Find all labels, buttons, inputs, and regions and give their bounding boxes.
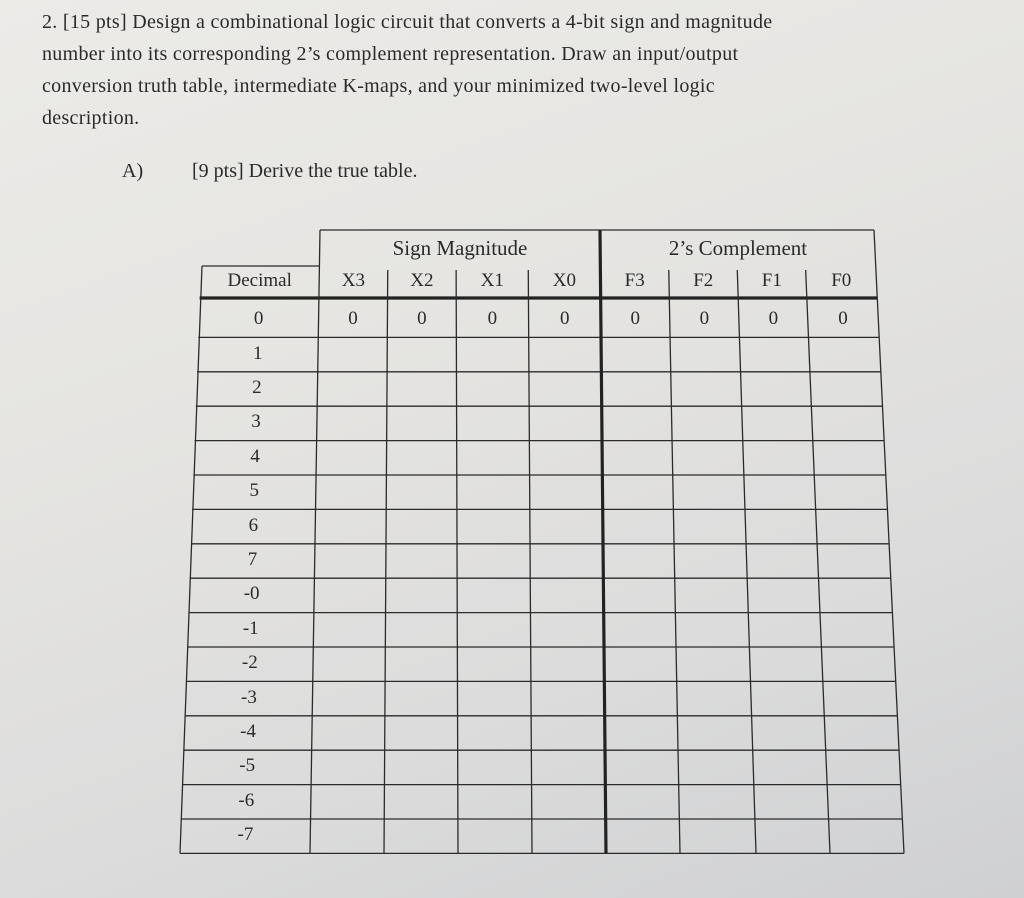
column-header-decimal: Decimal (227, 270, 292, 291)
column-line (528, 270, 532, 853)
row-0-f2-cell: 0 (699, 308, 710, 330)
column-header-f3: F3 (624, 270, 645, 291)
decimal-cell: 2 (252, 377, 262, 398)
decimal-cell: -7 (237, 824, 254, 846)
decimal-cell: -1 (242, 617, 259, 639)
column-line (806, 270, 830, 853)
column-line (456, 270, 458, 853)
decimal-cell: -6 (238, 789, 255, 811)
column-header-f1: F1 (761, 270, 782, 291)
decimal-cell: 4 (250, 445, 260, 467)
row-0-x3-cell: 0 (348, 308, 358, 330)
decimal-cell: -3 (241, 686, 257, 708)
column-line (669, 270, 680, 853)
question-line-1: 2. [15 pts] Design a combinational logic circuit that converts a 4-bit sign and magnitude (42, 11, 773, 33)
part-a-label: A) (122, 160, 144, 182)
row-0-f1-cell: 0 (768, 308, 779, 330)
decimal-cell: 0 (253, 308, 264, 330)
decimal-cell: 1 (253, 342, 263, 364)
column-header-x1: X1 (480, 270, 504, 291)
twos-complement-header: 2’s Complement (668, 236, 808, 260)
row-0-x1-cell: 0 (487, 308, 498, 330)
decimal-cell: -4 (240, 721, 256, 742)
column-header-x2: X2 (410, 270, 434, 291)
decimal-cell: 7 (247, 549, 258, 570)
row-0-x0-cell: 0 (559, 308, 570, 330)
column-line (874, 230, 904, 853)
question-line-2: number into its corresponding 2’s complement representation. Draw an input/output (42, 43, 739, 65)
decimal-cell: -2 (241, 652, 258, 674)
column-header-f0: F0 (831, 270, 852, 291)
question-line-4: description. (42, 107, 140, 129)
row-0-f0-cell: 0 (838, 308, 848, 330)
column-line (737, 270, 756, 853)
sign-magnitude-header: Sign Magnitude (392, 236, 528, 260)
question-line-3: conversion truth table, intermediate K-maps, and your minimized two-level logic (42, 75, 715, 97)
column-header-f2: F2 (693, 270, 714, 291)
decimal-cell: 6 (248, 514, 259, 536)
part-a-instruction: [9 pts] Derive the true table. (192, 160, 418, 182)
column-header-x3: X3 (341, 270, 366, 291)
row-0-x2-cell: 0 (417, 308, 427, 330)
row-0-f3-cell: 0 (630, 308, 641, 330)
column-line (384, 270, 388, 853)
decimal-cell: 3 (251, 411, 261, 433)
decimal-cell: 5 (249, 480, 259, 502)
decimal-cell: -0 (243, 583, 260, 605)
column-header-x0: X0 (552, 270, 576, 291)
decimal-cell: -5 (239, 755, 256, 777)
